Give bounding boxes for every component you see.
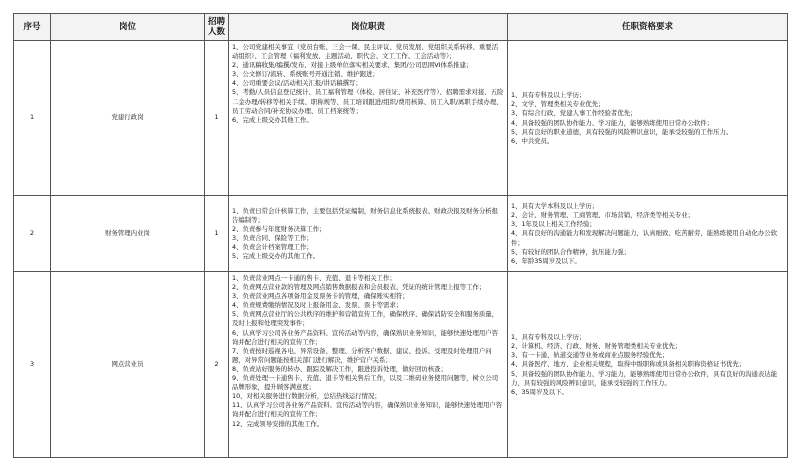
requirement-item: 3、1年及以上相关工作经验； [511,220,596,229]
requirement-item: 5、有较好的团队合作精神，抗压能力强； [511,247,631,256]
row-requirements [508,272,788,458]
recruitment-table [13,13,788,458]
requirement-item: 6、年龄35周岁及以下。 [511,256,581,265]
requirement-item: 4、具备医疗、地方、企业相关规程，取得中级职称或具备相关职称资格证书优先； [511,360,746,369]
duty-item: 6、完成上级交办其他工作。 [232,115,313,124]
requirement-item: 1、具有专科及以上学历； [511,333,586,342]
duty-item: 6、认真学习公司各业务产品资料、宣传活动等内容，确保熟识业务知识，能够快速处理用户咨询并配合进行相关的宣传工作； [232,328,499,346]
row-headcount: 1 [205,196,229,272]
row-requirements [508,196,788,272]
duty-item: 2、通讯稿收集/编撰/发布、对接上级单位落实相关要求、集团/公司思围VI体系推建； [232,61,473,70]
header-headcount: 招聘人数 [205,14,229,41]
row-position: 财务管理内业岗 [51,196,205,272]
row-requirements [508,41,788,196]
requirement-item: 6、35周岁及以下。 [511,387,568,396]
header-duties: 岗位职责 [229,14,508,41]
duty-item: 1、公司党建相关事宜（党员台账、三会一课、民主评议、党员发展、党组织关系转移、重要活动组织）、工会管理（福利发放、主题活动、职代会、文工工作、工会活动等）； [232,43,499,61]
requirement-item: 1、具有专科及以上学历； [511,91,586,100]
duty-item: 12、完成领导安排的其他工作。 [232,419,324,428]
requirement-item: 3、有一卡通、轨道交通等业务或商业点服务经验优先； [511,351,669,360]
requirement-item: 5、具备较强的团队协作能力、学习能力，能够熟练使用日常办公软件，具有良好的沟通表达能力，具有较强的风险辨识意识，能承受较强的工作压力。 [511,369,778,387]
duty-item: 3、负责营业网点各项备用金及票务卡的管理，确保账实相符； [232,292,409,301]
requirement-item: 6、中共党员。 [511,136,554,145]
duty-item: 3、公文修订/流转、系统账号开通注销、维护跟进； [232,70,379,79]
duty-item: 5、负责网点营业厅的公共秩序的维护和营销宣传工作，确保秩序、确保消防安全和服务质量，及时上报和处理突发事件； [232,310,499,328]
requirement-item: 5、具有良好的职业道德，具有较强的风险辨识意识，能承受较强的工作压力。 [511,127,733,136]
duty-item: 2、负责参与年度财务决算工作； [232,224,326,233]
duty-item: 4、负责规费缴纳情况及时上报备用金、发票、票卡等需求； [232,301,403,310]
row-index: 1 [14,41,51,196]
duty-item: 3、负责合同、保险等工作； [232,234,313,242]
requirement-item: 4、具有良好的沟通能力和发现解决问题能力，认真细致、吃苦耐劳，能熟练使用自动化办公软件； [511,229,778,247]
row-index: 2 [14,196,51,272]
table-row [14,272,788,458]
requirement-item: 1、具有大学本科及以上学历； [511,202,599,211]
duty-item: 1、负责营业网点一卡通的售卡、充值、退卡等相关工作； [232,274,396,282]
requirement-item: 2、计算机、经济、行政、财务、财务管理类相关专业优先； [511,342,682,351]
header-index: 序号 [14,14,51,41]
requirement-item: 4、具备较强的团队协作能力、学习能力，能够熟练使用日常办公软件； [511,118,714,127]
duty-item: 5、考勤/人员信息登记统计、员工福利管理（体检、居住证、补充医疗等）、招聘需求对接、五险二金办理/转移等相关手续、职称规等、员工培训跟进/组织/费用核算、员工入职/离职手续办理、员工劳动合同/补充协议办理、员工档案统等； [232,88,504,115]
duty-item: 4、公司重要会议/活动相关汇报/讲话稿撰写； [232,79,362,88]
header-requirements: 任职资格要求 [508,14,788,41]
row-duties [229,272,508,458]
table-row [14,196,788,272]
header-row [14,14,788,41]
table-row [14,41,788,196]
row-headcount: 1 [205,41,229,196]
row-duties [229,41,508,196]
duty-item: 5、完成上级交办的其他工作。 [232,252,320,261]
requirement-item: 2、文学、管理类相关专业优先； [511,100,605,109]
row-headcount: 2 [205,272,229,458]
duty-item: 10、对相关服务进行数据分析，总结热线运行情况； [232,392,381,401]
duty-item: 1、负责日常会计核算工作，主要包括凭证编制，财务信息化系统报表、财政决报及财务分析报告编制等； [232,206,499,224]
duty-item: 8、负责站好服务的转办、跟踪及解决工作，跟进投诉处理，做好回访核查； [232,364,447,373]
duty-item: 9、负责处理一卡通售卡、充值、退卡等相关售后工作，以及二维码业务使用问题等，树立公司品牌形象，提升顾客满意度； [232,374,499,392]
requirement-item: 2、会计、财务管理、工商管理、市场营销、经济类等相关专业； [511,211,695,220]
row-duties [229,196,508,272]
duty-item: 4、负责会计档案管理工作； [232,243,313,252]
row-index: 3 [14,272,51,458]
row-position: 党建行政岗 [51,41,205,196]
requirement-item: 3、有综合行政、党建人事工作经验者优先； [511,109,637,118]
row-position: 网点营业员 [51,272,205,458]
duty-item: 2、负责网点营业款的管理及网点销售数据报表和会员报表、凭证的统计管理上报等工作； [232,283,486,292]
duty-item: 7、负责按时巡视各电、异常设备、整理、分析客户数据、建议、投诉、受理及时处理用户问题，对异常问题能按相关部门进行解决，维护营户关系； [232,346,492,364]
header-position: 岗位 [51,14,205,41]
duty-item: 11、认真学习公司各业务产品资料、宣传活动等内容，确保熟识业务知识，能够快速处理用户咨询并配合进行相关的宣传工作； [232,401,503,419]
